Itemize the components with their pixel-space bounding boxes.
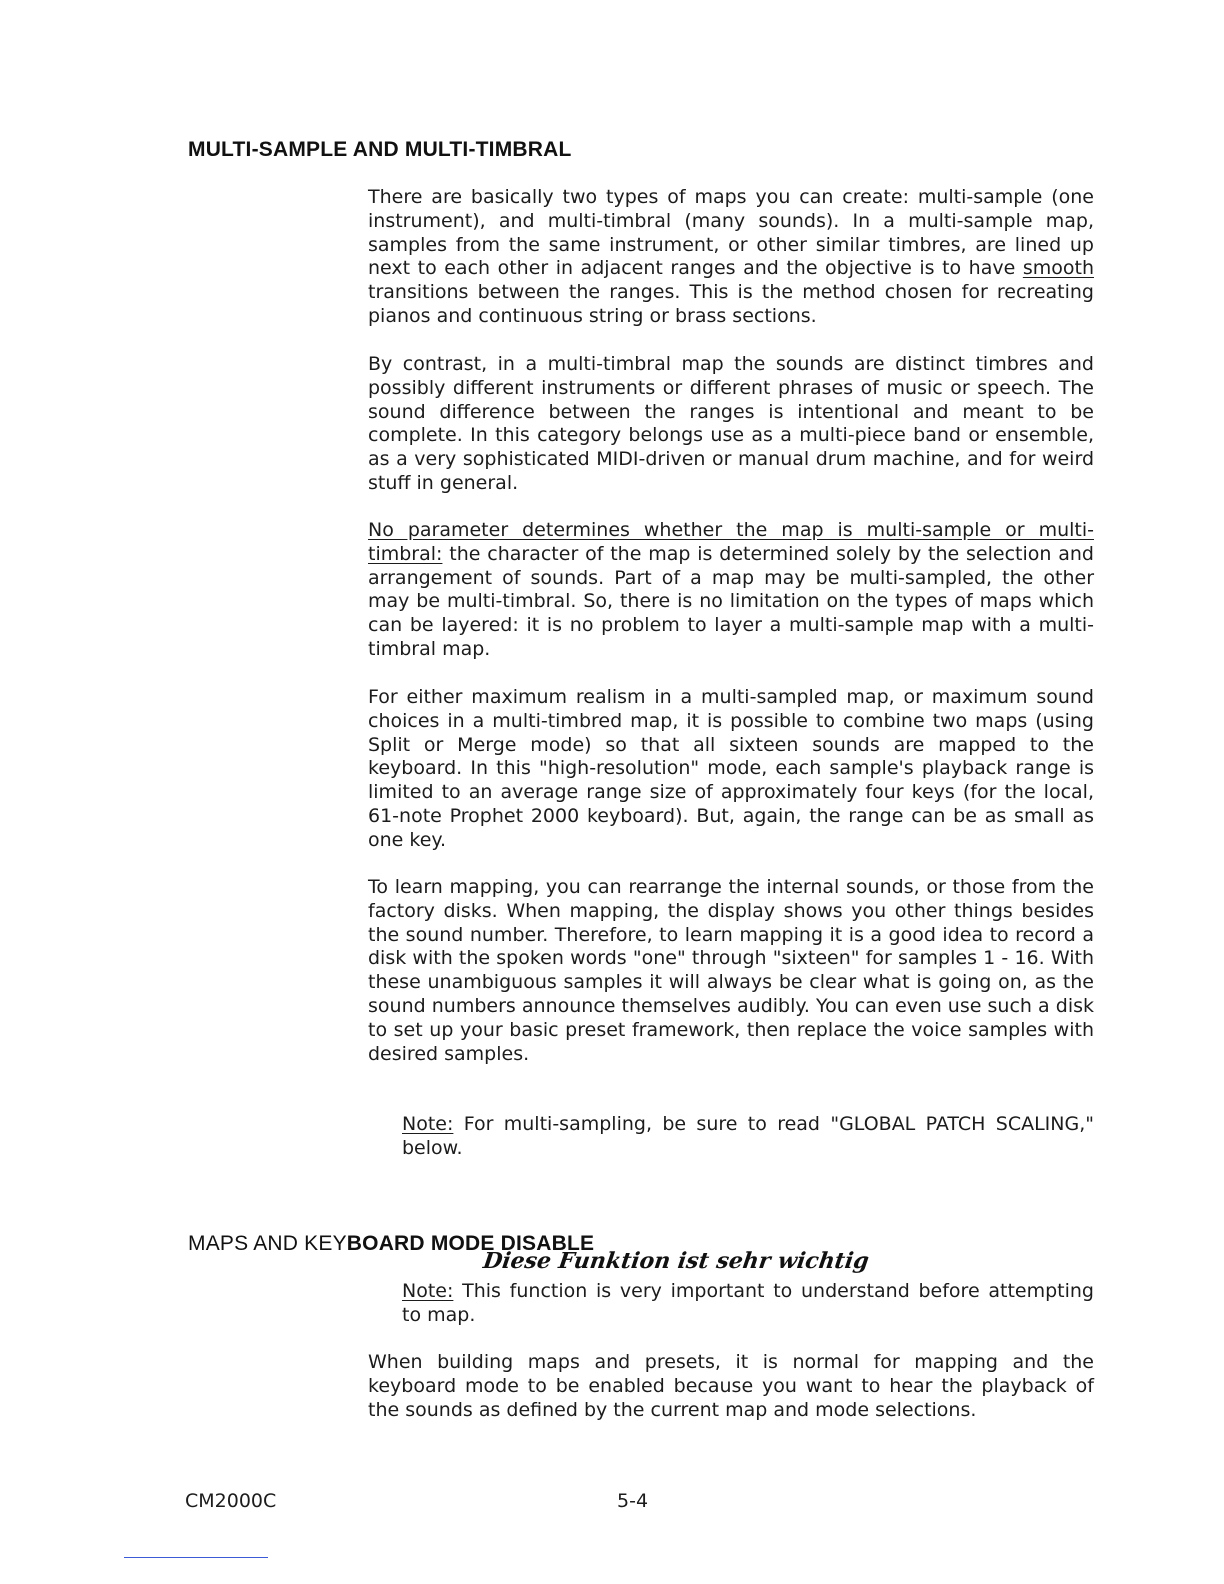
document-code: CM2000C xyxy=(185,1490,277,1512)
paragraph-text: the character of the map is determined solely by the selection and arrangement of sounds. Part of a map may be multi-sampled, the other may be multi-timbral. So, there is no limitation on the types of maps which can be layered: it is no problem to layer a multi-sample map with a multi-timbral map. xyxy=(368,542,1094,660)
paragraph-text: There are basically two types of maps you can create: multi-sample (one instrument), and multi-timbral (many sounds). In a multi-sample map, samples from the same instrument, or other similar timbres, are lined up next to each other in adjacent ranges and the objective is to have xyxy=(368,186,1094,280)
heading-part: MAPS AND KEY xyxy=(188,1232,347,1255)
note-important-function xyxy=(402,1280,1094,1328)
paragraph-text: To learn mapping, you can rearrange the internal sounds, or those from the factory disks. When mapping, the display shows you other things besides the sound number. Therefore, to learn mapping it is a good idea to record a disk with the spoken words "one" through "sixteen" for samples 1 - 16. With these unambiguous samples it will always be clear what is going on, as the sound numbers announce themselves audibly. You can even use such a disk to set up your basic preset framework, then replace the voice samples with desired samples. xyxy=(368,876,1094,1065)
paragraph-text: transitions between the ranges. This is the method chosen for recreating pianos and continuous string or brass sections. xyxy=(368,281,1094,327)
paragraph-text: For either maximum realism in a multi-sampled map, or maximum sound choices in a multi-timbred map, it is possible to combine two maps (using Split or Merge mode) so that all sixteen sounds are mapped to the keyboard. In this "high-resolution" mode, each sample's playback range is limited to an average range size of approximately four keys (for the local, 61-note Prophet 2000 keyboard). But, again, the range can be as small as one key. xyxy=(368,686,1094,851)
note-text: For multi-sampling, be sure to read "GLOBAL PATCH SCALING," below. xyxy=(402,1113,1094,1159)
heading-part: BOARD MODE DISABLE xyxy=(346,1232,595,1255)
underlined-statement: No parameter determines whether the map is multi-sample or multi-timbral: xyxy=(368,519,1094,565)
paragraph-no-parameter xyxy=(368,519,1094,662)
note-label: Note: xyxy=(402,1113,454,1135)
paragraph-text: By contrast, in a multi-timbral map the sounds are distinct timbres and possibly different instruments or different phrases of music or speech. The sound difference between the ranges is intentional and meant to be complete. In this category belongs use as a multi-piece band or ensemble, as a very sophisticated MIDI-driven or manual drum machine, and for weird stuff in general. xyxy=(368,353,1094,494)
section-heading-multi-sample: MULTI-SAMPLE AND MULTI-TIMBRAL xyxy=(188,138,572,161)
paragraph-learn-mapping xyxy=(368,876,1094,1066)
note-label: Note: xyxy=(402,1280,454,1302)
paragraph-building-maps xyxy=(368,1351,1094,1422)
paragraph-high-resolution xyxy=(368,686,1094,853)
note-global-patch-scaling xyxy=(402,1113,1094,1161)
handwritten-annotation xyxy=(480,1228,880,1288)
note-text: This function is very important to understand before attempting to map. xyxy=(402,1280,1094,1326)
handwritten-annotation-text: Diese Funktion ist sehr wichtig xyxy=(481,1248,871,1274)
paragraph-multi-timbral xyxy=(368,353,1094,496)
page-number: 5-4 xyxy=(617,1490,649,1512)
paragraph-map-types xyxy=(368,186,1094,329)
footer-divider xyxy=(124,1557,268,1558)
paragraph-text: When building maps and presets, it is normal for mapping and the keyboard mode to be enabled because you want to hear the playback of the sounds as defined by the current map and mode selections. xyxy=(368,1351,1094,1421)
underlined-term: smooth xyxy=(1022,257,1094,280)
